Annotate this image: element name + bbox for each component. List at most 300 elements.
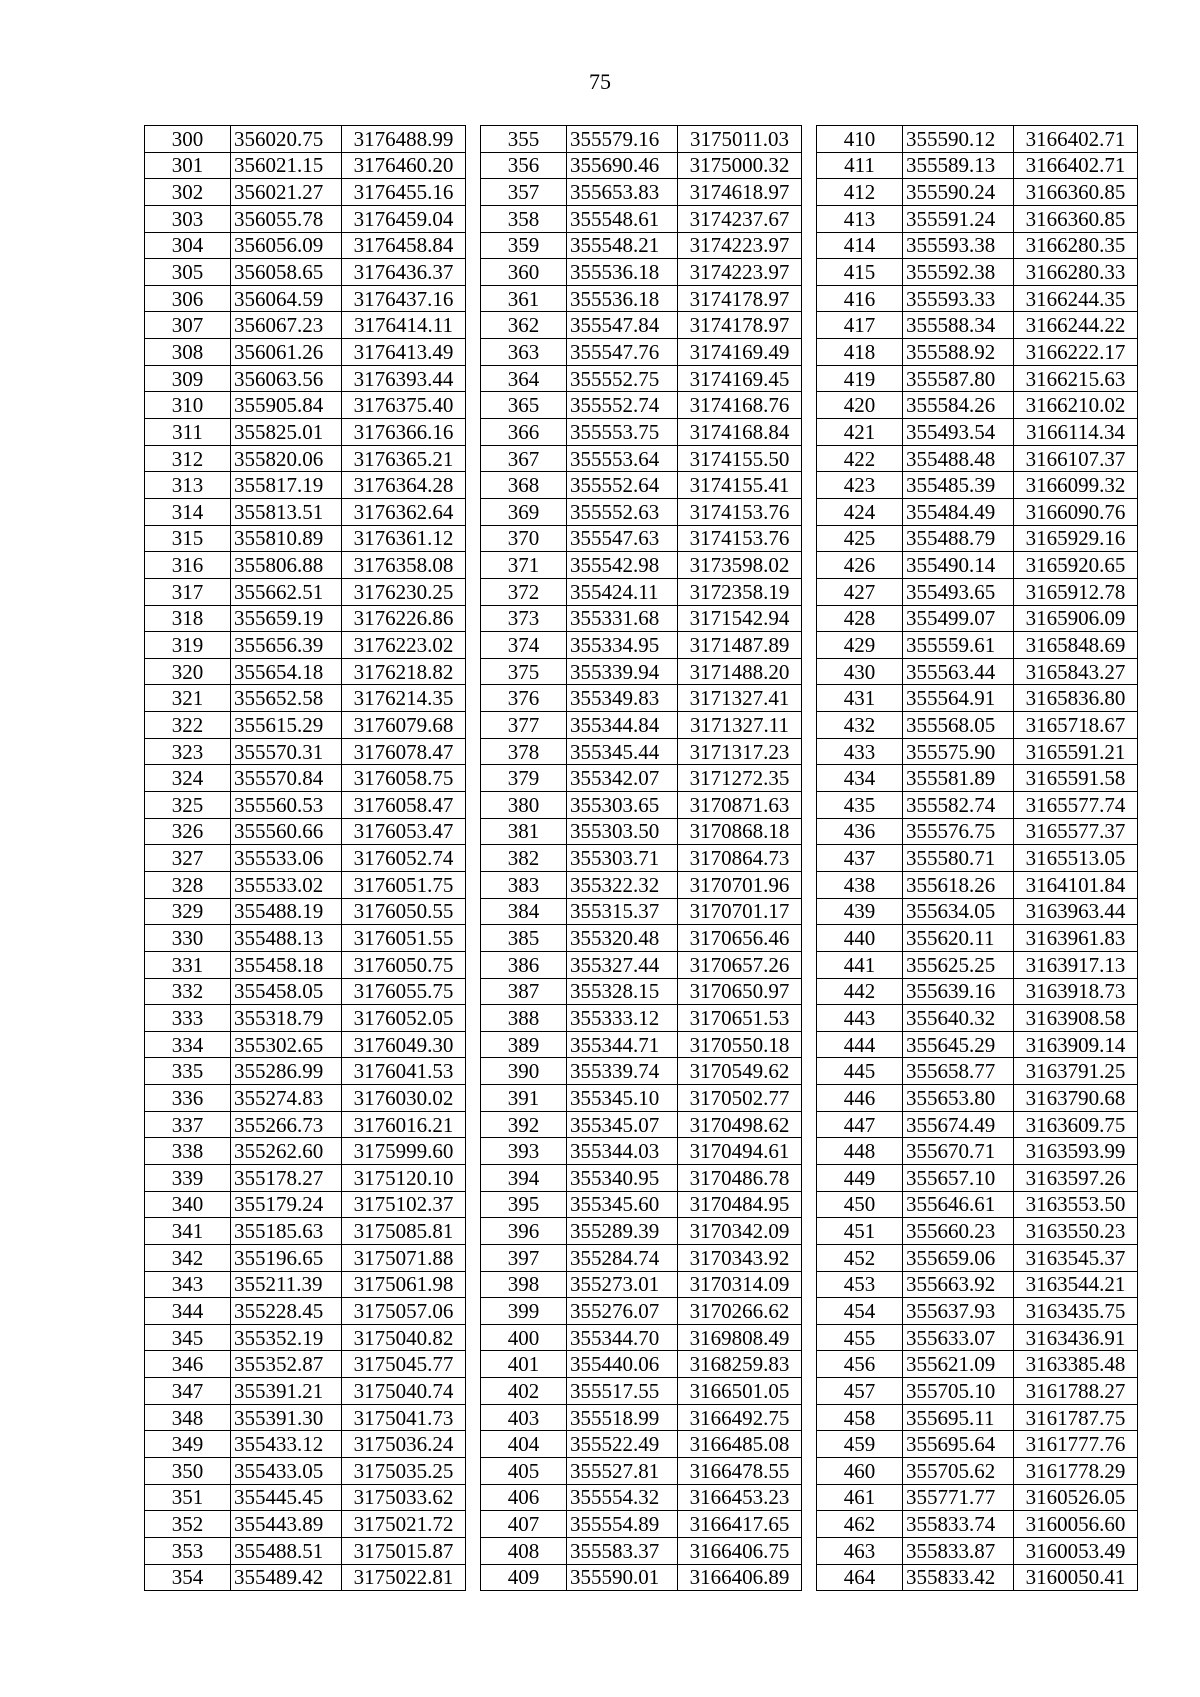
coordinate-table-1: [144, 125, 466, 1591]
point-number-cell: 461: [817, 1484, 903, 1511]
y-coordinate-cell: 3176358.08: [342, 552, 466, 579]
table-row: [481, 179, 802, 206]
y-coordinate-cell: 3176041.53: [342, 1058, 466, 1085]
y-coordinate-cell: 3176030.02: [342, 1085, 466, 1112]
point-number-cell: 361: [481, 285, 567, 312]
x-coordinate-cell: 355553.64: [567, 445, 678, 472]
point-number-cell: 435: [817, 792, 903, 819]
x-coordinate-cell: 355553.75: [567, 419, 678, 446]
x-coordinate-cell: 355488.79: [903, 525, 1014, 552]
point-number-cell: 332: [145, 978, 231, 1005]
table-row: [817, 259, 1138, 286]
table-row: [481, 898, 802, 925]
table-row: [481, 1404, 802, 1431]
point-number-cell: 427: [817, 578, 903, 605]
x-coordinate-cell: 355522.49: [567, 1431, 678, 1458]
point-number-cell: 305: [145, 259, 231, 286]
table-row: [817, 818, 1138, 845]
point-number-cell: 377: [481, 712, 567, 739]
point-number-cell: 406: [481, 1484, 567, 1511]
x-coordinate-cell: 355705.10: [903, 1378, 1014, 1405]
x-coordinate-cell: 355273.01: [567, 1271, 678, 1298]
y-coordinate-cell: 3176016.21: [342, 1111, 466, 1138]
point-number-cell: 354: [145, 1564, 231, 1591]
y-coordinate-cell: 3176051.75: [342, 871, 466, 898]
y-coordinate-cell: 3175036.24: [342, 1431, 466, 1458]
point-number-cell: 417: [817, 312, 903, 339]
y-coordinate-cell: 3176049.30: [342, 1031, 466, 1058]
y-coordinate-cell: 3174155.41: [678, 472, 802, 499]
x-coordinate-cell: 355639.16: [903, 978, 1014, 1005]
table-row: [481, 578, 802, 605]
x-coordinate-cell: 355552.64: [567, 472, 678, 499]
point-number-cell: 360: [481, 259, 567, 286]
x-coordinate-cell: 355533.06: [231, 845, 342, 872]
y-coordinate-cell: 3166402.71: [1014, 152, 1138, 179]
point-number-cell: 399: [481, 1298, 567, 1325]
point-number-cell: 352: [145, 1511, 231, 1538]
point-number-cell: 368: [481, 472, 567, 499]
point-number-cell: 358: [481, 205, 567, 232]
x-coordinate-cell: 355533.02: [231, 871, 342, 898]
x-coordinate-cell: 355646.61: [903, 1191, 1014, 1218]
x-coordinate-cell: 355345.60: [567, 1191, 678, 1218]
x-coordinate-cell: 355659.19: [231, 605, 342, 632]
table-row: [145, 685, 466, 712]
x-coordinate-cell: 355443.89: [231, 1511, 342, 1538]
y-coordinate-cell: 3165920.65: [1014, 552, 1138, 579]
y-coordinate-cell: 3170484.95: [678, 1191, 802, 1218]
point-number-cell: 328: [145, 871, 231, 898]
x-coordinate-cell: 355327.44: [567, 951, 678, 978]
x-coordinate-cell: 355587.80: [903, 365, 1014, 392]
x-coordinate-cell: 355695.11: [903, 1404, 1014, 1431]
x-coordinate-cell: 355705.62: [903, 1458, 1014, 1485]
x-coordinate-cell: 356067.23: [231, 312, 342, 339]
table-row: [145, 312, 466, 339]
x-coordinate-cell: 355262.60: [231, 1138, 342, 1165]
point-number-cell: 455: [817, 1324, 903, 1351]
point-number-cell: 425: [817, 525, 903, 552]
y-coordinate-cell: 3176413.49: [342, 339, 466, 366]
point-number-cell: 442: [817, 978, 903, 1005]
x-coordinate-cell: 355302.65: [231, 1031, 342, 1058]
table-row: [481, 978, 802, 1005]
y-coordinate-cell: 3176079.68: [342, 712, 466, 739]
table-row: [817, 1085, 1138, 1112]
point-number-cell: 393: [481, 1138, 567, 1165]
point-number-cell: 325: [145, 792, 231, 819]
y-coordinate-cell: 3170864.73: [678, 845, 802, 872]
x-coordinate-cell: 355266.73: [231, 1111, 342, 1138]
point-number-cell: 392: [481, 1111, 567, 1138]
point-number-cell: 437: [817, 845, 903, 872]
point-number-cell: 311: [145, 419, 231, 446]
x-coordinate-cell: 355342.07: [567, 765, 678, 792]
point-number-cell: 300: [145, 126, 231, 153]
table-row: [145, 632, 466, 659]
table-row: [817, 392, 1138, 419]
table-row: [145, 179, 466, 206]
x-coordinate-cell: 356063.56: [231, 365, 342, 392]
y-coordinate-cell: 3163435.75: [1014, 1298, 1138, 1325]
table-row: [817, 1164, 1138, 1191]
table-row: [817, 285, 1138, 312]
table-row: [817, 525, 1138, 552]
coordinate-table-2: [480, 125, 802, 1591]
table-row: [817, 1511, 1138, 1538]
point-number-cell: 409: [481, 1564, 567, 1591]
table-row: [145, 1298, 466, 1325]
x-coordinate-cell: 355345.10: [567, 1085, 678, 1112]
x-coordinate-cell: 355620.11: [903, 925, 1014, 952]
y-coordinate-cell: 3166406.75: [678, 1537, 802, 1564]
table-row: [145, 978, 466, 1005]
point-number-cell: 401: [481, 1351, 567, 1378]
x-coordinate-cell: 355656.39: [231, 632, 342, 659]
x-coordinate-cell: 355484.49: [903, 498, 1014, 525]
y-coordinate-cell: 3166360.85: [1014, 205, 1138, 232]
x-coordinate-cell: 355905.84: [231, 392, 342, 419]
table-row: [145, 845, 466, 872]
y-coordinate-cell: 3163908.58: [1014, 1005, 1138, 1032]
table-row: [817, 871, 1138, 898]
table-row: [145, 126, 466, 153]
table-row: [481, 712, 802, 739]
y-coordinate-cell: 3176052.74: [342, 845, 466, 872]
y-coordinate-cell: 3163917.13: [1014, 951, 1138, 978]
point-number-cell: 394: [481, 1164, 567, 1191]
x-coordinate-cell: 355276.07: [567, 1298, 678, 1325]
y-coordinate-cell: 3175041.73: [342, 1404, 466, 1431]
x-coordinate-cell: 355593.38: [903, 232, 1014, 259]
table-row: [481, 1138, 802, 1165]
y-coordinate-cell: 3170343.92: [678, 1244, 802, 1271]
point-number-cell: 347: [145, 1378, 231, 1405]
y-coordinate-cell: 3172358.19: [678, 578, 802, 605]
table-row: [481, 419, 802, 446]
table-row: [481, 285, 802, 312]
x-coordinate-cell: 355817.19: [231, 472, 342, 499]
x-coordinate-cell: 355618.26: [903, 871, 1014, 898]
x-coordinate-cell: 355352.87: [231, 1351, 342, 1378]
y-coordinate-cell: 3165591.21: [1014, 738, 1138, 765]
x-coordinate-cell: 355621.09: [903, 1351, 1014, 1378]
x-coordinate-cell: 355344.03: [567, 1138, 678, 1165]
x-coordinate-cell: 355690.46: [567, 152, 678, 179]
y-coordinate-cell: 3174155.50: [678, 445, 802, 472]
y-coordinate-cell: 3176414.11: [342, 312, 466, 339]
point-number-cell: 304: [145, 232, 231, 259]
point-number-cell: 379: [481, 765, 567, 792]
x-coordinate-cell: 355588.92: [903, 339, 1014, 366]
x-coordinate-cell: 355339.74: [567, 1058, 678, 1085]
point-number-cell: 441: [817, 951, 903, 978]
table-row: [817, 685, 1138, 712]
table-row: [817, 1138, 1138, 1165]
table-row: [145, 1271, 466, 1298]
x-coordinate-cell: 355344.70: [567, 1324, 678, 1351]
x-coordinate-cell: 355590.01: [567, 1564, 678, 1591]
y-coordinate-cell: 3163961.83: [1014, 925, 1138, 952]
table-row: [817, 1111, 1138, 1138]
y-coordinate-cell: 3163545.37: [1014, 1244, 1138, 1271]
table-row: [145, 498, 466, 525]
y-coordinate-cell: 3170701.17: [678, 898, 802, 925]
x-coordinate-cell: 355658.77: [903, 1058, 1014, 1085]
x-coordinate-cell: 355485.39: [903, 472, 1014, 499]
point-number-cell: 333: [145, 1005, 231, 1032]
x-coordinate-cell: 355813.51: [231, 498, 342, 525]
point-number-cell: 397: [481, 1244, 567, 1271]
point-number-cell: 400: [481, 1324, 567, 1351]
x-coordinate-cell: 355833.42: [903, 1564, 1014, 1591]
point-number-cell: 448: [817, 1138, 903, 1165]
table-row: [817, 1378, 1138, 1405]
point-number-cell: 413: [817, 205, 903, 232]
point-number-cell: 451: [817, 1218, 903, 1245]
point-number-cell: 362: [481, 312, 567, 339]
y-coordinate-cell: 3174168.76: [678, 392, 802, 419]
point-number-cell: 464: [817, 1564, 903, 1591]
y-coordinate-cell: 3174153.76: [678, 525, 802, 552]
y-coordinate-cell: 3165718.67: [1014, 712, 1138, 739]
x-coordinate-cell: 355303.50: [567, 818, 678, 845]
x-coordinate-cell: 355303.71: [567, 845, 678, 872]
point-number-cell: 320: [145, 658, 231, 685]
x-coordinate-cell: 355552.63: [567, 498, 678, 525]
x-coordinate-cell: 355320.48: [567, 925, 678, 952]
x-coordinate-cell: 355560.66: [231, 818, 342, 845]
point-number-cell: 351: [145, 1484, 231, 1511]
x-coordinate-cell: 355806.88: [231, 552, 342, 579]
table-row: [145, 1244, 466, 1271]
table-row: [481, 365, 802, 392]
y-coordinate-cell: 3176366.16: [342, 419, 466, 446]
y-coordinate-cell: 3176230.25: [342, 578, 466, 605]
point-number-cell: 336: [145, 1085, 231, 1112]
x-coordinate-cell: 355576.75: [903, 818, 1014, 845]
y-coordinate-cell: 3176365.21: [342, 445, 466, 472]
x-coordinate-cell: 356055.78: [231, 205, 342, 232]
x-coordinate-cell: 355771.77: [903, 1484, 1014, 1511]
y-coordinate-cell: 3165843.27: [1014, 658, 1138, 685]
y-coordinate-cell: 3176214.35: [342, 685, 466, 712]
y-coordinate-cell: 3163790.68: [1014, 1085, 1138, 1112]
table-row: [481, 1484, 802, 1511]
point-number-cell: 376: [481, 685, 567, 712]
point-number-cell: 426: [817, 552, 903, 579]
y-coordinate-cell: 3176437.16: [342, 285, 466, 312]
point-number-cell: 433: [817, 738, 903, 765]
table-row: [481, 232, 802, 259]
y-coordinate-cell: 3175022.81: [342, 1564, 466, 1591]
point-number-cell: 405: [481, 1458, 567, 1485]
y-coordinate-cell: 3163963.44: [1014, 898, 1138, 925]
point-number-cell: 340: [145, 1191, 231, 1218]
point-number-cell: 355: [481, 126, 567, 153]
y-coordinate-cell: 3176460.20: [342, 152, 466, 179]
point-number-cell: 391: [481, 1085, 567, 1112]
point-number-cell: 424: [817, 498, 903, 525]
y-coordinate-cell: 3171272.35: [678, 765, 802, 792]
table-row: [817, 1404, 1138, 1431]
point-number-cell: 374: [481, 632, 567, 659]
y-coordinate-cell: 3175035.25: [342, 1458, 466, 1485]
y-coordinate-cell: 3176050.55: [342, 898, 466, 925]
x-coordinate-cell: 355196.65: [231, 1244, 342, 1271]
table-row: [481, 1298, 802, 1325]
table-row: [145, 1431, 466, 1458]
y-coordinate-cell: 3175102.37: [342, 1191, 466, 1218]
point-number-cell: 309: [145, 365, 231, 392]
x-coordinate-cell: 355637.93: [903, 1298, 1014, 1325]
point-number-cell: 369: [481, 498, 567, 525]
y-coordinate-cell: 3176050.75: [342, 951, 466, 978]
x-coordinate-cell: 355559.61: [903, 632, 1014, 659]
y-coordinate-cell: 3166492.75: [678, 1404, 802, 1431]
table-row: [145, 1537, 466, 1564]
x-coordinate-cell: 355289.39: [567, 1218, 678, 1245]
x-coordinate-cell: 355547.76: [567, 339, 678, 366]
x-coordinate-cell: 355833.74: [903, 1511, 1014, 1538]
x-coordinate-cell: 355488.19: [231, 898, 342, 925]
table-row: [145, 392, 466, 419]
table-row: [481, 1431, 802, 1458]
x-coordinate-cell: 355185.63: [231, 1218, 342, 1245]
y-coordinate-cell: 3170650.97: [678, 978, 802, 1005]
table-row: [145, 259, 466, 286]
y-coordinate-cell: 3165912.78: [1014, 578, 1138, 605]
point-number-cell: 440: [817, 925, 903, 952]
point-number-cell: 350: [145, 1458, 231, 1485]
point-number-cell: 338: [145, 1138, 231, 1165]
point-number-cell: 456: [817, 1351, 903, 1378]
x-coordinate-cell: 355583.37: [567, 1537, 678, 1564]
table-row: [481, 1244, 802, 1271]
y-coordinate-cell: 3163597.26: [1014, 1164, 1138, 1191]
y-coordinate-cell: 3166280.33: [1014, 259, 1138, 286]
x-coordinate-cell: 355554.32: [567, 1484, 678, 1511]
table-row: [481, 1164, 802, 1191]
point-number-cell: 314: [145, 498, 231, 525]
x-coordinate-cell: 355339.94: [567, 658, 678, 685]
x-coordinate-cell: 355286.99: [231, 1058, 342, 1085]
y-coordinate-cell: 3171317.23: [678, 738, 802, 765]
table-row: [817, 1431, 1138, 1458]
table-row: [481, 1564, 802, 1591]
x-coordinate-cell: 355653.83: [567, 179, 678, 206]
table-row: [481, 632, 802, 659]
x-coordinate-cell: 355284.74: [567, 1244, 678, 1271]
x-coordinate-cell: 355349.83: [567, 685, 678, 712]
point-number-cell: 463: [817, 1537, 903, 1564]
y-coordinate-cell: 3176058.47: [342, 792, 466, 819]
y-coordinate-cell: 3175000.32: [678, 152, 802, 179]
point-number-cell: 389: [481, 1031, 567, 1058]
table-row: [817, 179, 1138, 206]
y-coordinate-cell: 3176436.37: [342, 259, 466, 286]
point-number-cell: 326: [145, 818, 231, 845]
table-row: [817, 845, 1138, 872]
point-number-cell: 365: [481, 392, 567, 419]
table-row: [817, 1058, 1138, 1085]
y-coordinate-cell: 3166453.23: [678, 1484, 802, 1511]
table-row: [481, 525, 802, 552]
x-coordinate-cell: 355318.79: [231, 1005, 342, 1032]
x-coordinate-cell: 355582.74: [903, 792, 1014, 819]
x-coordinate-cell: 355527.81: [567, 1458, 678, 1485]
x-coordinate-cell: 356020.75: [231, 126, 342, 153]
y-coordinate-cell: 3163609.75: [1014, 1111, 1138, 1138]
y-coordinate-cell: 3166485.08: [678, 1431, 802, 1458]
y-coordinate-cell: 3163550.23: [1014, 1218, 1138, 1245]
table-row: [145, 1404, 466, 1431]
point-number-cell: 454: [817, 1298, 903, 1325]
table-row: [481, 552, 802, 579]
point-number-cell: 414: [817, 232, 903, 259]
table-row: [145, 1058, 466, 1085]
point-number-cell: 380: [481, 792, 567, 819]
x-coordinate-cell: 355563.44: [903, 658, 1014, 685]
point-number-cell: 381: [481, 818, 567, 845]
point-number-cell: 306: [145, 285, 231, 312]
point-number-cell: 404: [481, 1431, 567, 1458]
x-coordinate-cell: 355433.12: [231, 1431, 342, 1458]
point-number-cell: 443: [817, 1005, 903, 1032]
x-coordinate-cell: 355825.01: [231, 419, 342, 446]
x-coordinate-cell: 356064.59: [231, 285, 342, 312]
table-row: [817, 419, 1138, 446]
point-number-cell: 342: [145, 1244, 231, 1271]
x-coordinate-cell: 355564.91: [903, 685, 1014, 712]
table-row: [817, 1484, 1138, 1511]
x-coordinate-cell: 355391.30: [231, 1404, 342, 1431]
table-row: [481, 951, 802, 978]
point-number-cell: 301: [145, 152, 231, 179]
y-coordinate-cell: 3165591.58: [1014, 765, 1138, 792]
table-row: [481, 1324, 802, 1351]
point-number-cell: 349: [145, 1431, 231, 1458]
y-coordinate-cell: 3166090.76: [1014, 498, 1138, 525]
y-coordinate-cell: 3170498.62: [678, 1111, 802, 1138]
point-number-cell: 385: [481, 925, 567, 952]
point-number-cell: 388: [481, 1005, 567, 1032]
y-coordinate-cell: 3166244.35: [1014, 285, 1138, 312]
table-row: [481, 1378, 802, 1405]
table-row: [817, 1005, 1138, 1032]
y-coordinate-cell: 3176361.12: [342, 525, 466, 552]
table-row: [145, 1085, 466, 1112]
x-coordinate-cell: 355674.49: [903, 1111, 1014, 1138]
table-row: [145, 1378, 466, 1405]
point-number-cell: 316: [145, 552, 231, 579]
point-number-cell: 344: [145, 1298, 231, 1325]
table-row: [481, 472, 802, 499]
table-row: [145, 1218, 466, 1245]
point-number-cell: 327: [145, 845, 231, 872]
point-number-cell: 310: [145, 392, 231, 419]
y-coordinate-cell: 3175033.62: [342, 1484, 466, 1511]
table-row: [817, 951, 1138, 978]
point-number-cell: 416: [817, 285, 903, 312]
y-coordinate-cell: 3171542.94: [678, 605, 802, 632]
table-row: [817, 978, 1138, 1005]
x-coordinate-cell: 355548.61: [567, 205, 678, 232]
table-row: [817, 1298, 1138, 1325]
y-coordinate-cell: 3176218.82: [342, 658, 466, 685]
table-row: [817, 1218, 1138, 1245]
